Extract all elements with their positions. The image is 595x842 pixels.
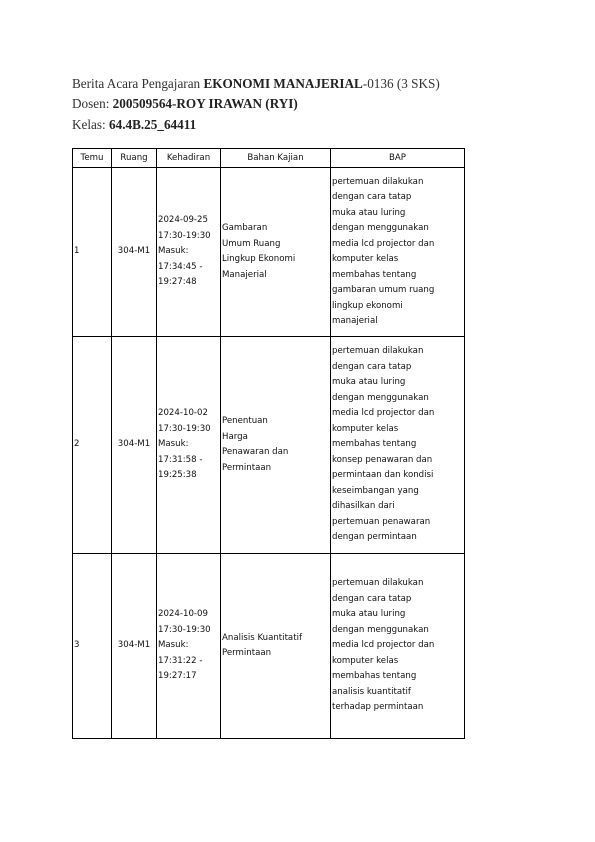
class-code: 64.4B.25_64411 xyxy=(109,117,197,132)
cell-bahan-kajian: Gambaran Umum Ruang Lingkup Ekonomi Manajerial xyxy=(221,168,331,337)
document-title: Berita Acara Pengajaran EKONOMI MANAJERIAL-0136 (3 SKS) xyxy=(72,76,440,91)
cell-bahan-kajian: Penentuan Harga Penawaran dan Permintaan xyxy=(221,337,331,554)
cell-kehadiran: 2024-09-25 17:30-19:30 Masuk: 17:34:45 - 19:27:48 xyxy=(157,168,221,337)
col-header-temu: Temu xyxy=(73,149,112,168)
cell-ruang: 304-M1 xyxy=(112,554,157,739)
lecturer-line: Dosen: 200509564-ROY IRAWAN (RYI) xyxy=(72,96,298,111)
table-row xyxy=(73,337,465,554)
class-line: Kelas: 64.4B.25_64411 xyxy=(72,117,197,132)
cell-temu: 3 xyxy=(73,554,112,739)
lecturer-name: 200509564-ROY IRAWAN (RYI) xyxy=(112,96,298,111)
cell-bap: pertemuan dilakukan dengan cara tatap muka atau luring dengan menggunakan media lcd projector dan komputer kelas membahas tentang analisis kuantitatif terhadap permintaan xyxy=(331,554,465,739)
cell-temu: 2 xyxy=(73,337,112,554)
cell-bap: pertemuan dilakukan dengan cara tatap muka atau luring dengan menggunakan media lcd projector dan komputer kelas membahas tentang gambaran umum ruang lingkup ekonomi manajerial xyxy=(331,168,465,337)
course-name: EKONOMI MANAJERIAL xyxy=(203,76,363,91)
table-header-row xyxy=(73,149,465,168)
col-header-ruang: Ruang xyxy=(112,149,157,168)
table-row xyxy=(73,168,465,337)
col-header-kehadiran: Kehadiran xyxy=(157,149,221,168)
cell-ruang: 304-M1 xyxy=(112,168,157,337)
col-header-bap: BAP xyxy=(331,149,465,168)
cell-ruang: 304-M1 xyxy=(112,337,157,554)
cell-bap: pertemuan dilakukan dengan cara tatap muka atau luring dengan menggunakan media lcd projector dan komputer kelas membahas tentang konsep penawaran dan permintaan dan kondisi keseimbangan yang dihasilkan dari pertemuan penawaran dengan permintaan xyxy=(331,337,465,554)
attendance-table xyxy=(72,148,465,739)
cell-bahan-kajian: Analisis Kuantitatif Permintaan xyxy=(221,554,331,739)
cell-kehadiran: 2024-10-09 17:30-19:30 Masuk: 17:31:22 - 19:27:17 xyxy=(157,554,221,739)
col-header-bahan-kajian: Bahan Kajian xyxy=(221,149,331,168)
cell-kehadiran: 2024-10-02 17:30-19:30 Masuk: 17:31:58 - 19:25:38 xyxy=(157,337,221,554)
cell-temu: 1 xyxy=(73,168,112,337)
table-row xyxy=(73,554,465,739)
